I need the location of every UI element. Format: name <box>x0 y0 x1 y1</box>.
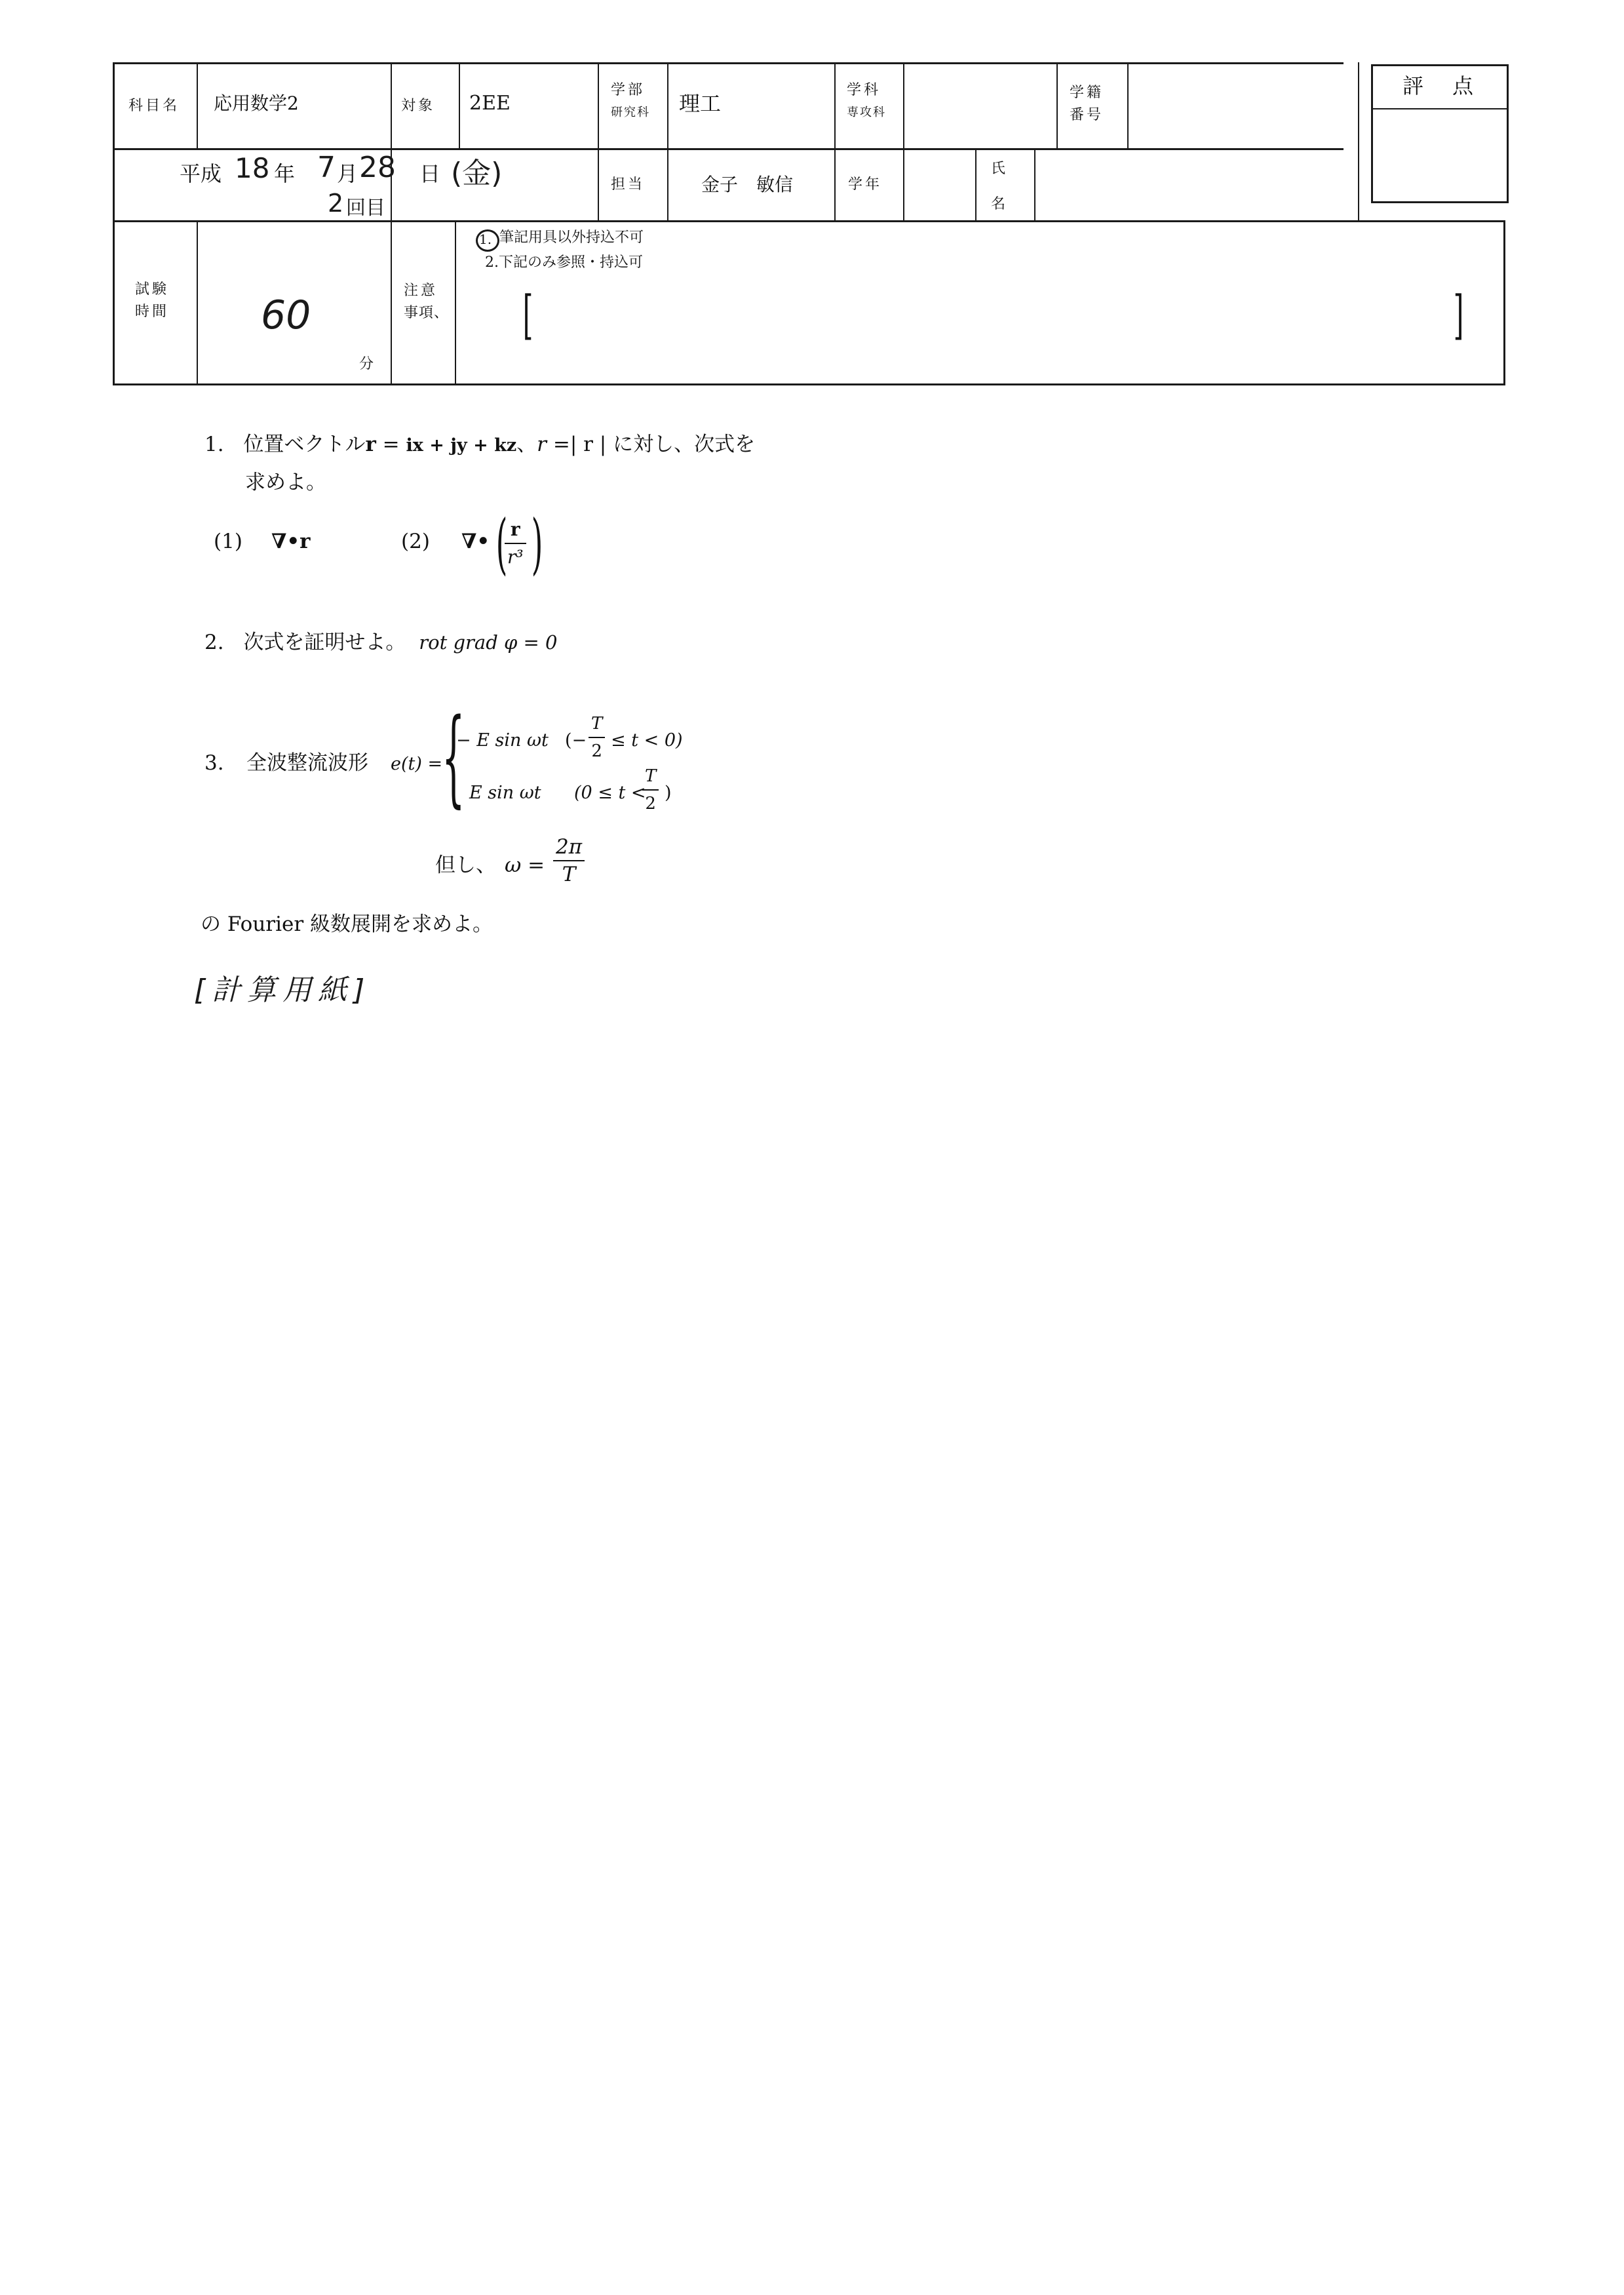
q3-case2-cond-a: (0 ≤ t < <box>574 783 646 803</box>
note-2-text: 2.下記のみ参照・持込可 <box>485 254 643 271</box>
q3-brace: { <box>442 696 465 818</box>
notes-label-bottom: 事項、 <box>404 305 450 321</box>
q3-case2-fraction <box>642 763 659 817</box>
notes-label-top: 注意 <box>404 283 438 299</box>
q3-case1-cond-b: ≤ t < 0) <box>611 730 683 751</box>
exam-time-label-top: 試験 <box>135 281 170 298</box>
q1-text-b: に対し、次式を <box>613 433 756 456</box>
q3-text: 全波整流波形 <box>246 751 368 775</box>
q3-omega-fraction <box>553 834 585 888</box>
q1-sub2-num: r <box>505 517 526 544</box>
q1-sub1-label: (1) <box>214 530 242 553</box>
q1-sub2-label: (2) <box>401 530 430 553</box>
q1-number: 1. <box>204 433 224 456</box>
q1-sub2-paren-left: ( <box>495 505 508 582</box>
date-day-unit: 日 <box>419 161 441 186</box>
student-no-label-bottom: 番号 <box>1070 107 1104 123</box>
q1-sub1-expr: ∇•r <box>271 530 311 553</box>
date-year-unit: 年 <box>274 161 296 186</box>
faculty-value: 理工 <box>679 91 722 116</box>
q3-omega: ω = <box>505 853 545 877</box>
subject-value: 応用数学2 <box>214 92 299 114</box>
exam-time-unit: 分 <box>359 356 377 372</box>
q1-vector-r: r <box>365 433 376 456</box>
q3-omega-num: 2π <box>553 834 585 861</box>
q3-number: 3. <box>204 751 224 775</box>
score-label: 評 点 <box>1402 73 1477 98</box>
date-month-unit: 月 <box>337 161 358 186</box>
q1-text-c: 求めよ。 <box>245 471 326 494</box>
date-year: 18 <box>235 152 270 184</box>
q3-case1-two: 2 <box>591 741 602 761</box>
q1-sub2-fraction <box>505 517 526 570</box>
session-unit: 回目 <box>346 197 385 220</box>
q3-case2-two: 2 <box>645 794 656 814</box>
q2-number: 2. <box>204 631 224 654</box>
q3-omega-den: T <box>562 863 576 886</box>
instructor-label: 担当 <box>611 176 646 193</box>
q3-note-prefix: 但し、 <box>435 853 496 877</box>
department-label-bottom: 専攻科 <box>847 106 886 119</box>
exam-time-label-bottom: 時間 <box>135 304 170 320</box>
q3-case1-T: T <box>589 711 605 738</box>
scratch-paper-label: [計算用紙] <box>194 973 372 1007</box>
date-era: 平成 <box>180 161 222 186</box>
q3-case1-cond-a: (− <box>565 730 587 751</box>
department-label-top: 学科 <box>847 82 881 98</box>
date-day: 28 <box>359 151 396 184</box>
q1-terms: ix + jy + kz <box>406 435 517 456</box>
q1-sub2-op: ∇• <box>461 530 490 553</box>
subject-label: 科目名 <box>128 98 180 114</box>
q2-text: 次式を証明せよ。 <box>243 631 406 654</box>
date-month: 7 <box>317 151 336 184</box>
target-value: 2EE <box>469 92 511 115</box>
note-bracket-right: ] <box>1453 284 1464 345</box>
faculty-label-bottom: 研究科 <box>611 106 650 119</box>
q3-case2-cond-b: ) <box>665 783 672 803</box>
session-number: 2 <box>328 189 344 218</box>
q3-case2-T: T <box>642 763 659 791</box>
q2-expr: rot grad φ = 0 <box>419 631 558 654</box>
q1-sub2-den: r³ <box>507 546 524 568</box>
q1-text-a: 位置ベクトル <box>243 433 366 456</box>
instructor-value: 金子 敏信 <box>701 174 794 195</box>
name-label-top: 氏 <box>991 161 1009 177</box>
q3-case2-expr: E sin ωt <box>469 783 541 803</box>
q3-case1-expr: − E sin ωt <box>456 730 549 751</box>
q3-ending: の Fourier 級数展開を求めよ。 <box>201 912 493 936</box>
date-weekday: (金) <box>451 157 503 190</box>
faculty-label-top: 学部 <box>611 82 646 98</box>
name-label-bottom: 名 <box>991 196 1009 212</box>
note-bracket-left: [ <box>522 284 533 345</box>
q1-sub2-paren-right: ) <box>531 505 543 582</box>
score-box <box>1371 64 1509 203</box>
target-label: 対象 <box>401 98 436 114</box>
exam-time-value: 60 <box>261 292 311 338</box>
q3-case1-fraction <box>589 711 605 764</box>
q1-equals: = <box>376 433 406 456</box>
q3-func: e(t) = <box>391 754 443 774</box>
note-1-text: 筆記用具以外持込不可 <box>499 229 644 246</box>
student-no-label-top: 学籍 <box>1070 85 1104 101</box>
q1-sep: 、 <box>516 433 537 456</box>
grade-label: 学年 <box>848 176 883 193</box>
note-1-mark: 1. <box>479 231 492 247</box>
q1-r-scalar: r <box>537 433 547 456</box>
q1-abs: =| r | <box>547 433 613 456</box>
